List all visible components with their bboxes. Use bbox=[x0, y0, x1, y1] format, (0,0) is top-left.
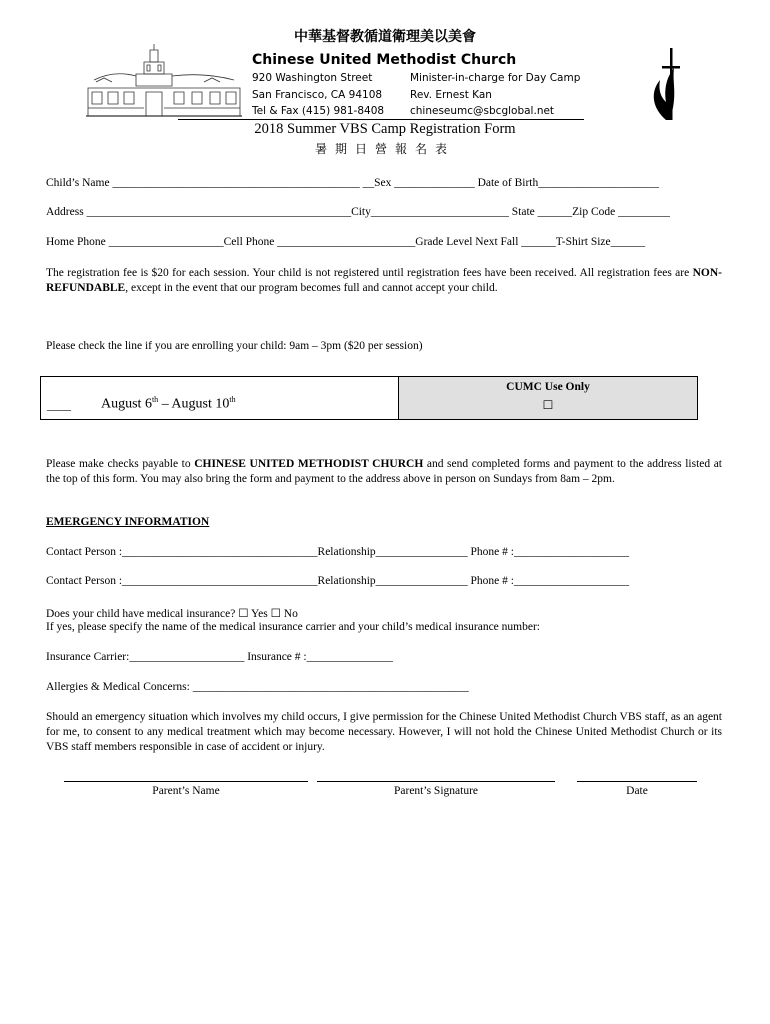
form-title: 2018 Summer VBS Camp Registration Form bbox=[254, 121, 516, 137]
payee-name: CHINESE UNITED METHODIST CHURCH bbox=[194, 458, 424, 470]
session-cell bbox=[41, 377, 399, 419]
cross-and-flame-icon bbox=[648, 44, 692, 124]
emergency-heading: EMERGENCY INFORMATION bbox=[46, 516, 210, 528]
address-line-street: 920 Washington Street bbox=[252, 72, 373, 84]
address-line-phone: Tel & Fax (415) 981-8408 bbox=[252, 105, 385, 117]
enroll-instruction: Please check the line if you are enrolling your child: 9am – 3pm ($20 per session) bbox=[46, 340, 423, 352]
insurance-ifyes: If yes, please specify the name of the medical insurance carrier and your child’s medical insurance number: bbox=[46, 621, 540, 633]
church-email: chineseumc@sbcglobal.net bbox=[410, 105, 555, 117]
fee-text-before: The registration fee is $20 for each session. Your child is not registered until registration fees have been received. All registration fees are bbox=[46, 267, 693, 279]
session-table bbox=[40, 376, 698, 420]
fee-paragraph bbox=[46, 266, 722, 296]
session-date-start: August 6 bbox=[101, 396, 152, 412]
parent-name-label: Parent’s Name bbox=[152, 785, 220, 797]
payment-text-after: and send completed forms and payment to the address listed at the top of this form. You may also bring the form and payment to the address above in person on Sundays from 8am – 2pm. bbox=[46, 458, 722, 485]
end-suffix: th bbox=[229, 395, 236, 404]
phone-grade-row[interactable]: Home Phone ____________________Cell Phone ________________________Grade Level Next Fall ______T-Shirt Size______ bbox=[46, 236, 646, 248]
contact-person-2[interactable]: Contact Person :__________________________________Relationship________________ Phone # :____________________ bbox=[46, 575, 629, 587]
church-name: Chinese United Methodist Church bbox=[252, 52, 517, 68]
non-refundable-text: NON-REFUNDABLE bbox=[46, 267, 722, 294]
parent-name-line[interactable] bbox=[64, 781, 308, 782]
parent-signature-label: Parent’s Signature bbox=[394, 785, 478, 797]
minister-title: Minister-in-charge for Day Camp bbox=[410, 72, 581, 84]
parent-signature-line[interactable] bbox=[317, 781, 555, 782]
form-subtitle-chinese: 暑期日營報名表 bbox=[314, 142, 455, 156]
session-dates bbox=[101, 395, 236, 413]
date-label: Date bbox=[626, 785, 648, 797]
contact-person-1[interactable]: Contact Person :__________________________________Relationship________________ Phone # :____________________ bbox=[46, 546, 629, 558]
office-use-label: CUMC Use Only bbox=[506, 381, 590, 393]
office-use-cell bbox=[399, 377, 697, 419]
date-line[interactable] bbox=[577, 781, 697, 782]
header-divider bbox=[178, 119, 584, 120]
address-row[interactable]: Address ______________________________________________City________________________ State ______Zip Code _________ bbox=[46, 206, 670, 218]
church-building-sketch bbox=[84, 40, 244, 120]
insurance-carrier-row[interactable]: Insurance Carrier:____________________ Insurance # :_______________ bbox=[46, 651, 393, 663]
fee-text-after: , except in the event that our program becomes full and cannot accept your child. bbox=[125, 282, 498, 294]
insurance-question[interactable]: Does your child have medical insurance? ☐ Yes ☐ No bbox=[46, 608, 298, 620]
session-date-end: – August 10 bbox=[158, 396, 230, 412]
permission-paragraph: Should an emergency situation which involves my child occurs, I give permission for the Chinese United Methodist Church VBS staff, as an agent for me, to consent to any medical treatment which may become necessary. However, I will not hold the Chinese United Methodist Church or its VBS staff members responsible in case of accident or injury. bbox=[46, 711, 722, 753]
address-line-city: San Francisco, CA 94108 bbox=[252, 89, 383, 101]
child-info-row[interactable]: Child’s Name ___________________________________________ __Sex ______________ Date of Birth_____________________ bbox=[46, 177, 659, 189]
session-check-line[interactable]: ____ bbox=[47, 398, 71, 412]
payment-text-before: Please make checks payable to bbox=[46, 458, 195, 470]
chinese-church-title: 中華基督教循道衛理美以美會 bbox=[294, 29, 476, 45]
start-suffix: th bbox=[151, 395, 159, 404]
payment-paragraph bbox=[46, 457, 722, 487]
minister-name: Rev. Ernest Kan bbox=[410, 89, 492, 101]
office-use-checkbox[interactable]: ☐ bbox=[542, 398, 554, 412]
allergies-row[interactable]: Allergies & Medical Concerns: ________________________________________________ bbox=[46, 681, 469, 693]
